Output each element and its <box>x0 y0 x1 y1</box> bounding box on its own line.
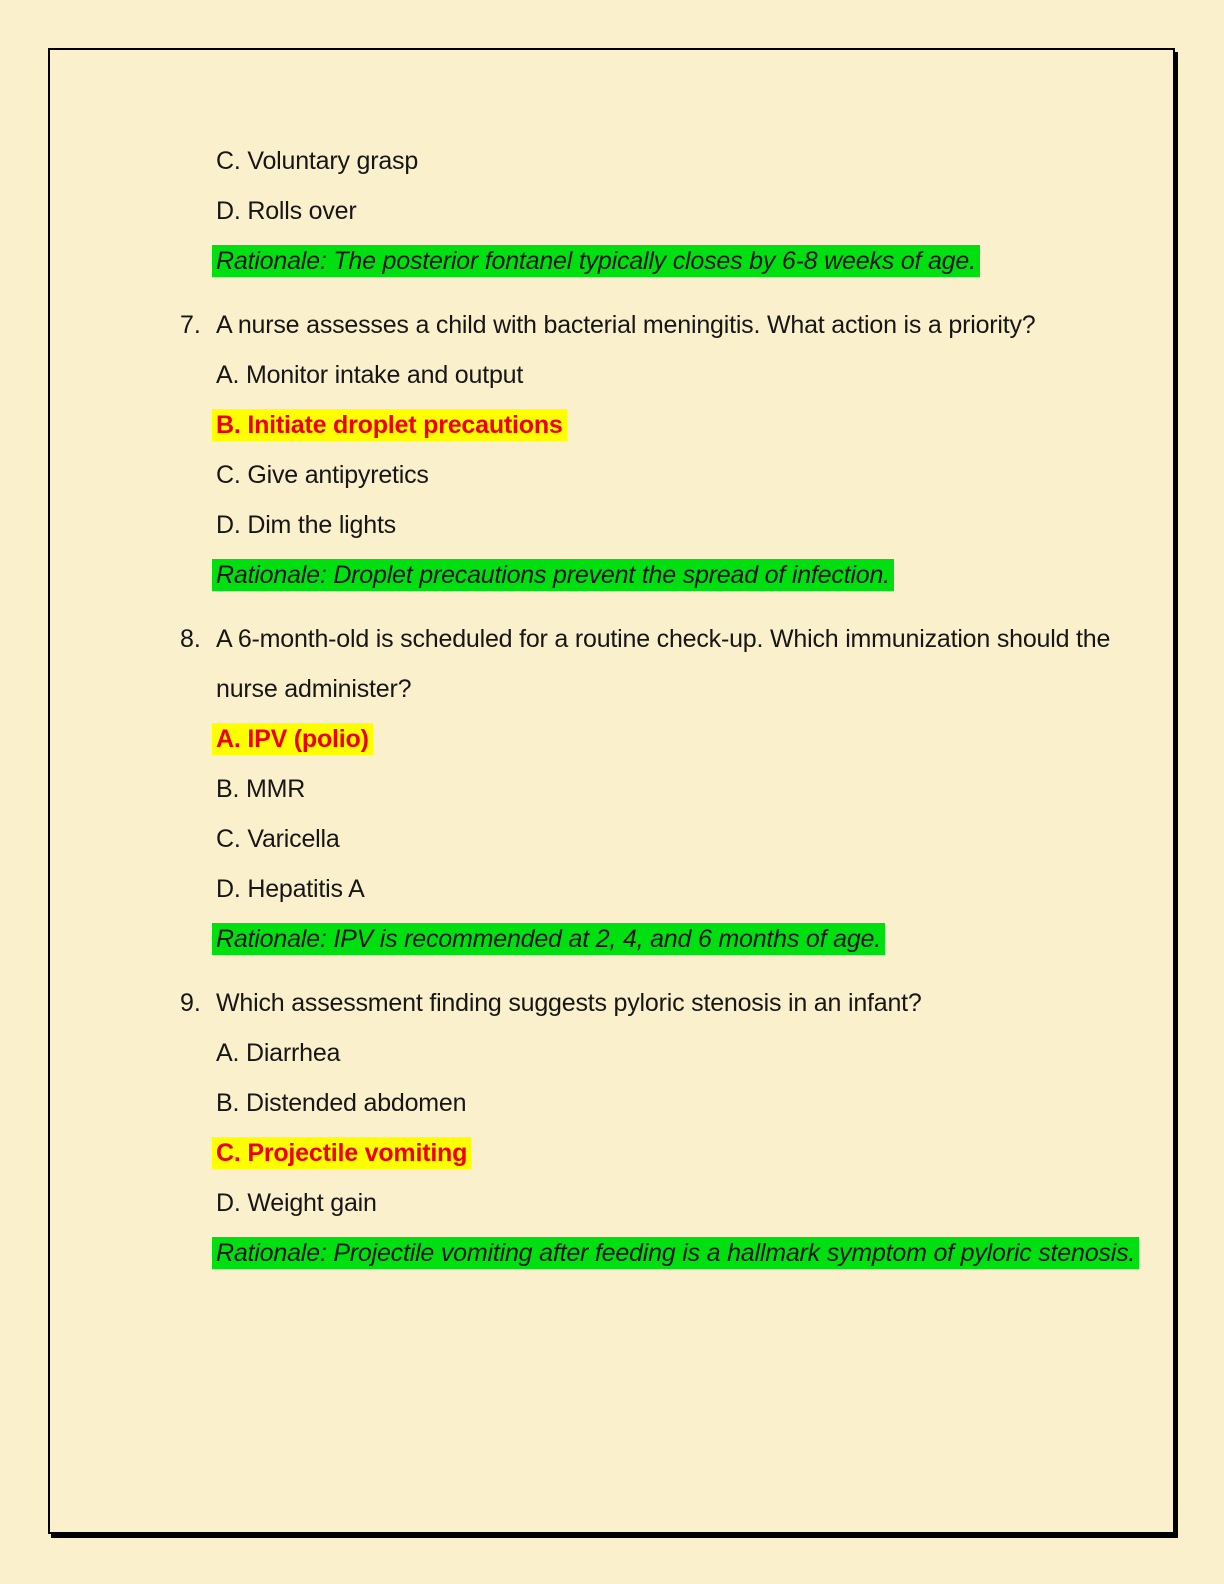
correct-answer-highlight: C. Projectile vomiting <box>212 1137 471 1169</box>
rationale-highlight: Rationale: Droplet precautions prevent the spread of infection. <box>212 559 894 591</box>
rationale-highlight: Rationale: IPV is recommended at 2, 4, and 6 months of age. <box>212 923 885 955</box>
correct-answer-highlight: B. Initiate droplet precautions <box>212 409 567 441</box>
rationale-line <box>216 914 1166 964</box>
answer-option <box>216 814 1166 864</box>
answer-option-label: B. MMR <box>216 775 306 803</box>
question-text: A 6-month-old is scheduled for a routine check-up. Which immunization should the nurse administer? <box>216 625 1111 703</box>
answer-option-label: B. Distended abdomen <box>216 1089 467 1117</box>
answer-option-label: A. Diarrhea <box>216 1039 341 1067</box>
answer-option-label: D. Hepatitis A <box>216 875 365 903</box>
rationale-line <box>216 1228 1166 1278</box>
answer-option-label: D. Weight gain <box>216 1189 377 1217</box>
question-6-remainder <box>180 136 1173 286</box>
question-text: Which assessment finding suggests pyloric stenosis in an infant? <box>216 989 922 1017</box>
question-7 <box>180 300 1173 600</box>
question-number: 7. <box>180 311 201 339</box>
answer-option <box>216 400 1166 450</box>
question-number: 8. <box>180 625 201 653</box>
answer-option <box>216 1128 1166 1178</box>
rationale-highlight: Rationale: Projectile vomiting after feeding is a hallmark symptom of pyloric stenosis. <box>212 1237 1139 1269</box>
answer-option-label: C. Give antipyretics <box>216 461 429 489</box>
rationale-highlight: Rationale: The posterior fontanel typically closes by 6-8 weeks of age. <box>212 245 980 277</box>
correct-answer-highlight: A. IPV (polio) <box>212 723 373 755</box>
answer-option <box>216 1078 1166 1128</box>
rationale-line <box>216 236 1166 286</box>
answer-option-label: D. Dim the lights <box>216 511 396 539</box>
answer-option <box>216 1028 1166 1078</box>
answer-option <box>216 714 1166 764</box>
rationale-line <box>216 550 1166 600</box>
answer-option <box>216 186 1166 236</box>
answer-option <box>216 136 1166 186</box>
answer-option-label: C. Varicella <box>216 825 340 853</box>
page-content <box>50 50 1173 1278</box>
document-page <box>48 48 1175 1534</box>
answer-option <box>216 1178 1166 1228</box>
answer-option <box>216 764 1166 814</box>
answer-option <box>216 500 1166 550</box>
question-9 <box>180 978 1173 1278</box>
answer-option-label: A. Monitor intake and output <box>216 361 524 389</box>
question-text: A nurse assesses a child with bacterial meningitis. What action is a priority? <box>216 311 1036 339</box>
answer-option-label: D. Rolls over <box>216 197 357 225</box>
answer-option <box>216 450 1166 500</box>
question-number: 9. <box>180 989 201 1017</box>
question-8 <box>180 614 1173 964</box>
answer-option <box>216 864 1166 914</box>
answer-option <box>216 350 1166 400</box>
answer-option-label: C. Voluntary grasp <box>216 147 419 175</box>
